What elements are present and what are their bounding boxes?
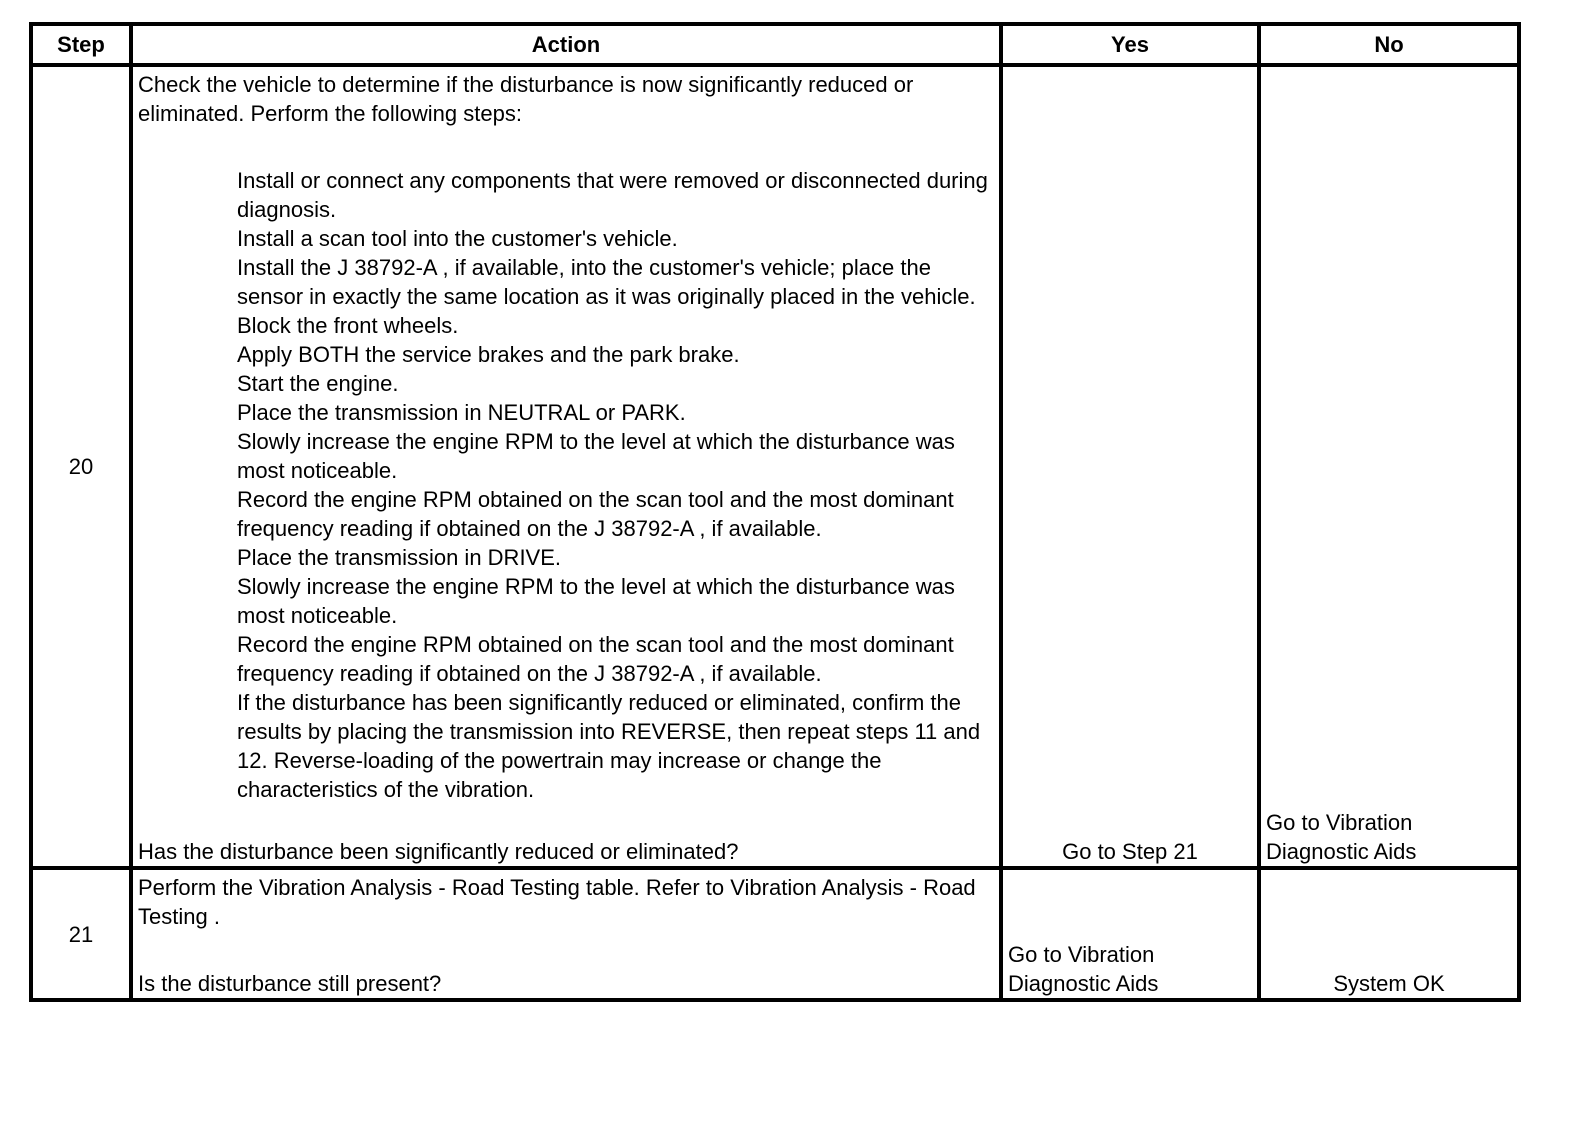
action-step-item: Apply BOTH the service brakes and the park brake. <box>237 342 740 367</box>
yes-result: Go to Vibration Diagnostic Aids <box>1001 868 1259 1000</box>
header-yes: Yes <box>1001 24 1259 65</box>
action-step-item: Record the engine RPM obtained on the scan tool and the most dominant frequency reading if obtained on the J 38792-A , if available. <box>237 632 954 686</box>
action-step-item: Record the engine RPM obtained on the scan tool and the most dominant frequency reading if obtained on the J 38792-A , if available. <box>237 487 954 541</box>
action-step-item: Install a scan tool into the customer's vehicle. <box>237 226 678 251</box>
action-cell <box>131 868 1001 1000</box>
action-question: Has the disturbance been significantly reduced or eliminated? <box>138 839 739 864</box>
action-step-item: Place the transmission in DRIVE. <box>237 545 562 570</box>
action-step-item: Start the engine. <box>237 371 399 396</box>
action-step-item: Slowly increase the engine RPM to the level at which the disturbance was most noticeable. <box>237 574 955 628</box>
step-number: 20 <box>31 65 131 868</box>
header-action: Action <box>131 24 1001 65</box>
no-result: Go to Vibration Diagnostic Aids <box>1259 65 1519 868</box>
action-intro: Perform the Vibration Analysis - Road Testing table. Refer to Vibration Analysis - Road Testing . <box>138 875 976 929</box>
action-step-list <box>138 166 994 804</box>
step-number: 21 <box>31 868 131 1000</box>
action-intro: Check the vehicle to determine if the disturbance is now significantly reduced or eliminated. Perform the following steps: <box>138 72 914 126</box>
yes-result: Go to Step 21 <box>1001 65 1259 868</box>
diagnostic-table <box>29 22 1521 1002</box>
header-step: Step <box>31 24 131 65</box>
header-row <box>31 24 1519 65</box>
no-result: System OK <box>1259 868 1519 1000</box>
table-row <box>31 65 1519 868</box>
action-step-item: Slowly increase the engine RPM to the level at which the disturbance was most noticeable. <box>237 429 955 483</box>
action-step-item: Place the transmission in NEUTRAL or PARK. <box>237 400 686 425</box>
action-question: Is the disturbance still present? <box>138 971 442 996</box>
table-row <box>31 868 1519 1000</box>
action-step-item: Install or connect any components that were removed or disconnected during diagnosis. <box>237 168 988 222</box>
action-cell <box>131 65 1001 868</box>
action-step-item: If the disturbance has been significantly reduced or eliminated, confirm the results by placing the transmission into REVERSE, then repeat steps 11 and 12. Reverse-loading of the powertrain may increase or change the characteristics of the vibration. <box>237 690 981 802</box>
action-step-item: Block the front wheels. <box>237 313 459 338</box>
action-step-item: Install the J 38792-A , if available, into the customer's vehicle; place the sensor in exactly the same location as it was originally placed in the vehicle. <box>237 255 976 309</box>
header-no: No <box>1259 24 1519 65</box>
